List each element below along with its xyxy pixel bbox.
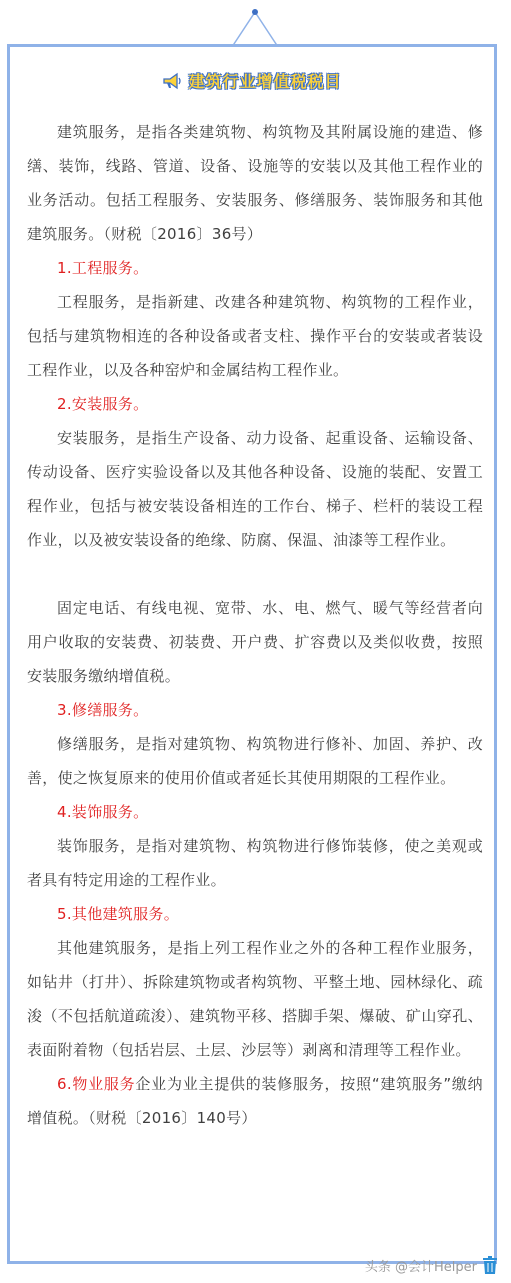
page-title: 建筑行业增值税税目 (188, 72, 342, 91)
title-row (10, 69, 494, 92)
heading-decoration: 4.装饰服务。 (57, 803, 149, 821)
heading-other: 5.其他建筑服务。 (57, 905, 180, 923)
repair-paragraph: 修缮服务，是指对建筑物、构筑物进行修补、加固、养护、改善，使之恢复原来的使用价值或者延长其使用期限的工程作业。 (27, 735, 483, 787)
watermark (365, 1255, 499, 1275)
content-frame (7, 44, 497, 1264)
trash-bin-icon (481, 1255, 499, 1275)
heading-property: 6.物业服务 (57, 1075, 136, 1093)
property-text: 企业为业主提供的装修服务，按照“建筑服务”缴纳增值税。（财税〔2016〕140号） (27, 1075, 483, 1127)
other-paragraph: 其他建筑服务，是指上列工程作业之外的各种工程作业服务，如钻井（打井）、拆除建筑物或者构筑物、平整土地、园林绿化、疏浚（不包括航道疏浚）、建筑物平移、搭脚手架、爆破、矿山穿孔、表面附着物（包括岩层、土层、沙层等）剥离和清理等工程作业。 (27, 939, 483, 1059)
intro-paragraph: 建筑服务，是指各类建筑物、构筑物及其附属设施的建造、修缮、装饰，线路、管道、设备、设施等的安装以及其他工程作业的业务活动。包括工程服务、安装服务、修缮服务、装饰服务和其他建筑服务。（财税〔2016〕36号） (27, 123, 483, 243)
heading-installation: 2.安装服务。 (57, 395, 149, 413)
article-body (27, 115, 483, 1135)
installation-paragraph: 安装服务，是指生产设备、动力设备、起重设备、运输设备、传动设备、医疗实验设备以及其他各种设备、设施的装配、安置工程作业，包括与被安装设备相连的工作台、梯子、栏杆的装设工程作业，以及被安装设备的绝缘、防腐、保温、油漆等工程作业。 (27, 429, 483, 549)
spacer (27, 557, 483, 591)
decoration-paragraph: 装饰服务，是指对建筑物、构筑物进行修饰装修，使之美观或者具有特定用途的工程作业。 (27, 837, 483, 889)
property-paragraph (27, 1067, 483, 1135)
megaphone-icon (162, 72, 182, 90)
engineering-paragraph: 工程服务，是指新建、改建各种建筑物、构筑物的工程作业，包括与建筑物相连的各种设备或者支柱、操作平台的安装或者装设工程作业，以及各种窑炉和金属结构工程作业。 (27, 293, 483, 379)
heading-repair: 3.修缮服务。 (57, 701, 149, 719)
watermark-text: 头条 @会计Helper (364, 1259, 477, 1275)
heading-engineering: 1.工程服务。 (57, 259, 149, 277)
installation-fee-paragraph: 固定电话、有线电视、宽带、水、电、燃气、暖气等经营者向用户收取的安装费、初装费、开户费、扩容费以及类似收费，按照安装服务缴纳增值税。 (27, 599, 483, 685)
